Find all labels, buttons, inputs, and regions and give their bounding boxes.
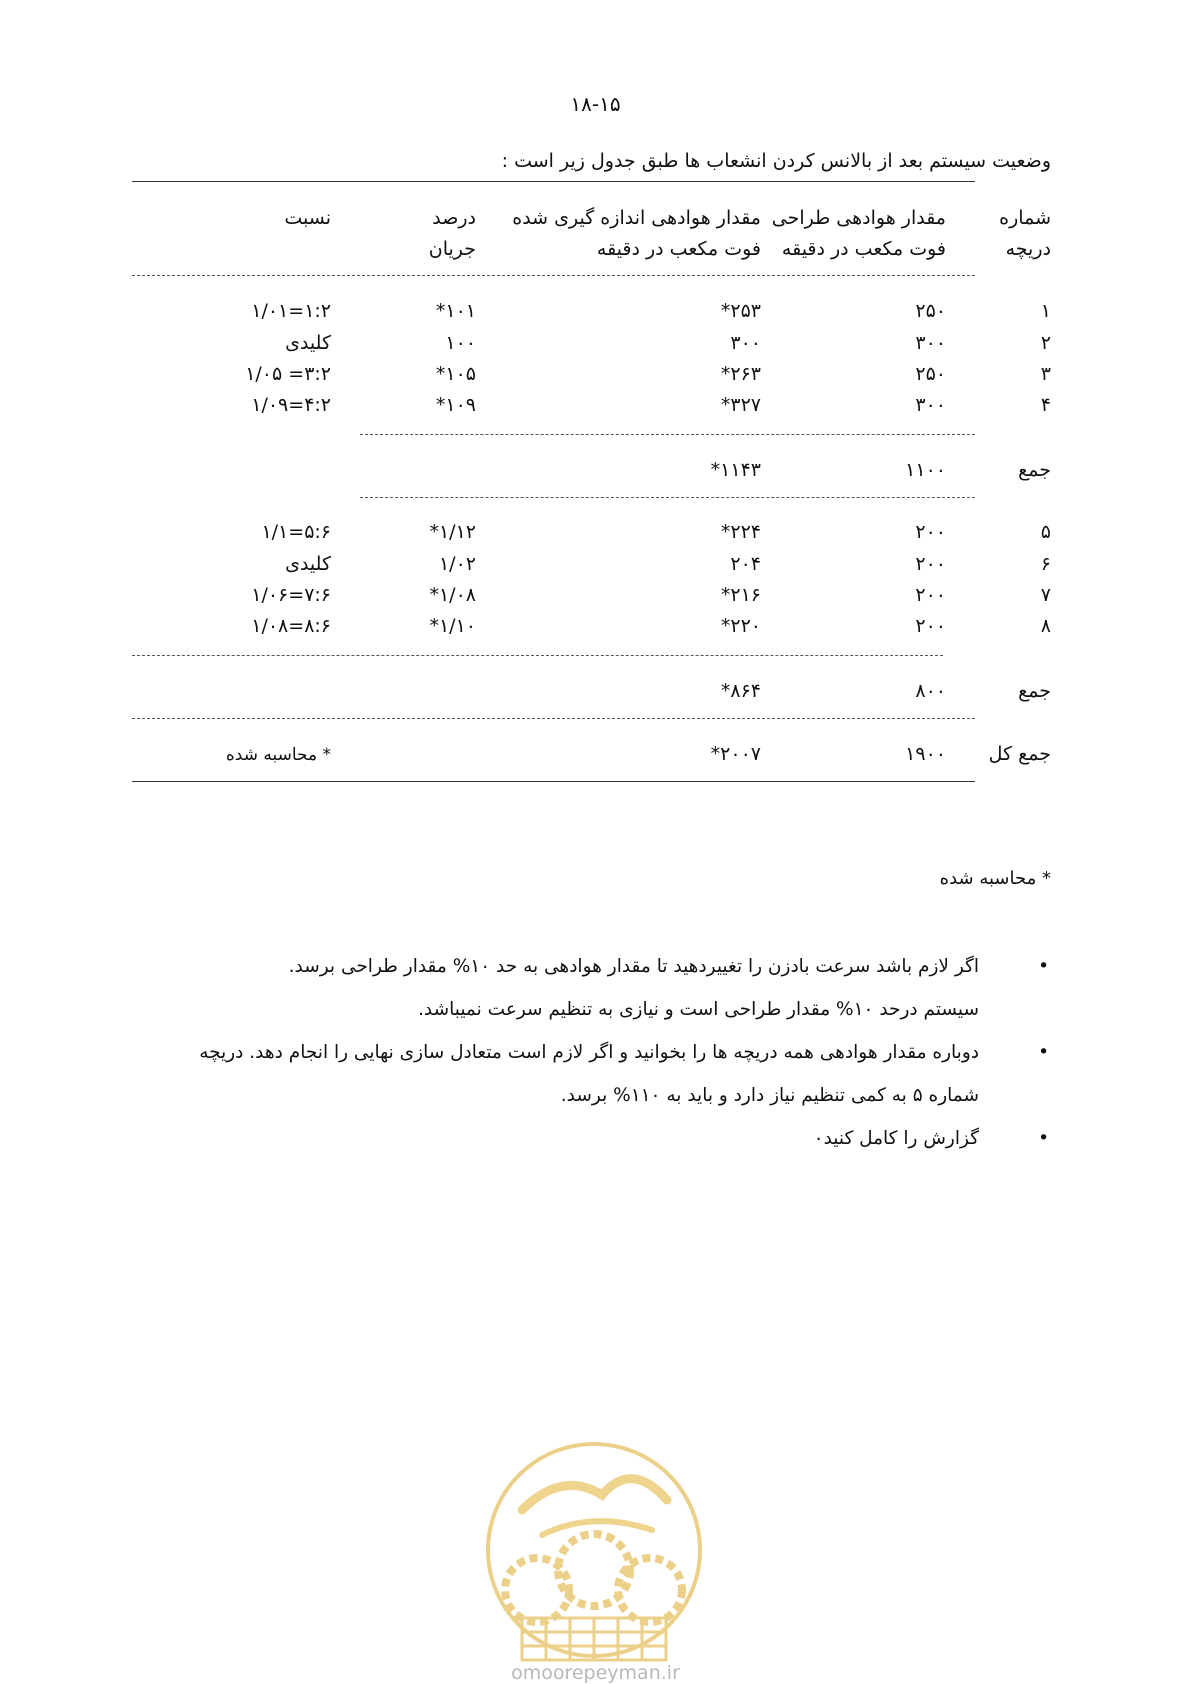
row4-percent: ۱۰۹*	[435, 394, 476, 416]
sum2-bottom-rule	[132, 718, 975, 719]
header-col2-line1: مقدار هوادهی طراحی	[771, 207, 946, 229]
bullet-list	[11, 945, 1051, 1160]
bullet-dot: •	[1038, 1128, 1049, 1149]
row1-percent: ۱۰۱*	[435, 300, 476, 322]
row1-ratio: ۱:۲=۱/۰۱	[251, 300, 331, 322]
row8-percent: ۱/۱۰*	[429, 615, 476, 637]
sum1-design: ۱۱۰۰	[905, 459, 946, 481]
row8-no: ۸	[1040, 615, 1051, 637]
row2-no: ۲	[1040, 332, 1051, 354]
header-col4-line1: درصد	[432, 207, 476, 229]
row7-percent: ۱/۰۸*	[429, 584, 476, 606]
bullet-line: دوباره مقدار هوادهی همه دریچه ها را بخوانید و اگر لازم است متعادل سازی نهایی را انجام دهد. دریچه	[199, 1042, 979, 1063]
header-col1-line1: شماره	[999, 207, 1051, 229]
row8-measured: ۲۲۰*	[720, 615, 761, 637]
row8-design: ۲۰۰	[915, 615, 946, 637]
sum2-measured: ۸۶۴*	[720, 680, 761, 702]
row1-measured: ۲۵۳*	[720, 300, 761, 322]
total-label: جمع کل	[988, 743, 1051, 765]
row6-no: ۶	[1040, 553, 1051, 575]
sum1-measured: ۱۱۴۳*	[710, 459, 761, 481]
header-col2-line2: فوت مکعب در دقیقه	[781, 238, 946, 260]
bullet-dot: •	[1038, 1042, 1049, 1063]
intro-text: وضعیت سیستم بعد از بالانس کردن انشعاب ها طبق جدول زیر است :	[501, 150, 1051, 172]
row4-ratio: ۴:۲=۱/۰۹	[251, 394, 331, 416]
page-number: ۱۸-۱۵	[570, 92, 621, 116]
row5-ratio: ۵:۶=۱/۱	[261, 521, 331, 543]
row6-measured: ۲۰۴	[730, 553, 761, 575]
group2-bottom-rule	[132, 655, 943, 656]
header-col5: نسبت	[284, 207, 331, 229]
row4-no: ۴	[1040, 394, 1051, 416]
table-top-rule	[132, 181, 975, 182]
omoore-peyman-seal-logo-icon	[482, 1440, 706, 1670]
sum1-label: جمع	[1018, 459, 1051, 481]
row8-ratio: ۸:۶=۱/۰۸	[251, 615, 331, 637]
row6-percent: ۱/۰۲	[438, 553, 476, 575]
bullet-dot: •	[1038, 956, 1049, 977]
header-col1-line2: دریچه	[1005, 238, 1051, 260]
bullet-line: گزارش را کامل کنید٠	[813, 1128, 979, 1149]
header-bottom-rule	[132, 275, 975, 276]
table-bottom-rule	[132, 781, 975, 782]
row7-design: ۲۰۰	[915, 584, 946, 606]
row2-ratio: کلیدی	[285, 332, 331, 354]
sum2-label: جمع	[1018, 680, 1051, 702]
bullet-line: اگر لازم باشد سرعت بادزن را تغییردهید تا مقدار هوادهی به حد ۱۰% مقدار طراحی برسد.	[288, 956, 979, 977]
group1-bottom-rule	[360, 434, 975, 435]
row3-percent: ۱۰۵*	[435, 363, 476, 385]
header-col3-line2: فوت مکعب در دقیقه	[596, 238, 761, 260]
row3-ratio: ۳:۲= ۱/۰۵	[245, 363, 331, 385]
footnote: * محاسبه شده	[939, 868, 1051, 889]
row3-measured: ۲۶۳*	[720, 363, 761, 385]
bullet-item	[11, 1117, 1051, 1160]
row6-ratio: کلیدی	[285, 553, 331, 575]
row1-no: ۱	[1040, 300, 1051, 322]
row4-measured: ۳۲۷*	[720, 394, 761, 416]
total-measured: ۲۰۰۷*	[710, 743, 761, 765]
row5-percent: ۱/۱۲*	[429, 521, 476, 543]
bullet-line: سیستم درحد ۱۰% مقدار طراحی است و نیازی به تنظیم سرعت نمیباشد.	[418, 999, 979, 1020]
row5-design: ۲۰۰	[915, 521, 946, 543]
row7-measured: ۲۱۶*	[720, 584, 761, 606]
row2-percent: ۱۰۰	[445, 332, 476, 354]
row5-measured: ۲۲۴*	[720, 521, 761, 543]
row3-no: ۳	[1040, 363, 1051, 385]
row4-design: ۳۰۰	[915, 394, 946, 416]
row1-design: ۲۵۰	[915, 300, 946, 322]
row2-measured: ۳۰۰	[730, 332, 761, 354]
row7-no: ۷	[1040, 584, 1051, 606]
row3-design: ۲۵۰	[915, 363, 946, 385]
row7-ratio: ۷:۶=۱/۰۶	[251, 584, 331, 606]
row5-no: ۵	[1040, 521, 1051, 543]
sum1-bottom-rule	[360, 497, 975, 498]
total-design: ۱۹۰۰	[905, 743, 946, 765]
bullet-item	[11, 1031, 1051, 1117]
bullet-line: شماره ۵ به کمی تنظیم نیاز دارد و باید به ۱۱۰% برسد.	[560, 1085, 979, 1106]
total-note: * محاسبه شده	[225, 745, 331, 765]
row6-design: ۲۰۰	[915, 553, 946, 575]
header-col4-line2: جریان	[428, 238, 476, 260]
header-col3-line1: مقدار هوادهی اندازه گیری شده	[512, 207, 761, 229]
row2-design: ۳۰۰	[915, 332, 946, 354]
bullet-item	[11, 945, 1051, 1031]
watermark-url: omoorepeyman.ir	[511, 1662, 680, 1684]
sum2-design: ۸۰۰	[915, 680, 946, 702]
